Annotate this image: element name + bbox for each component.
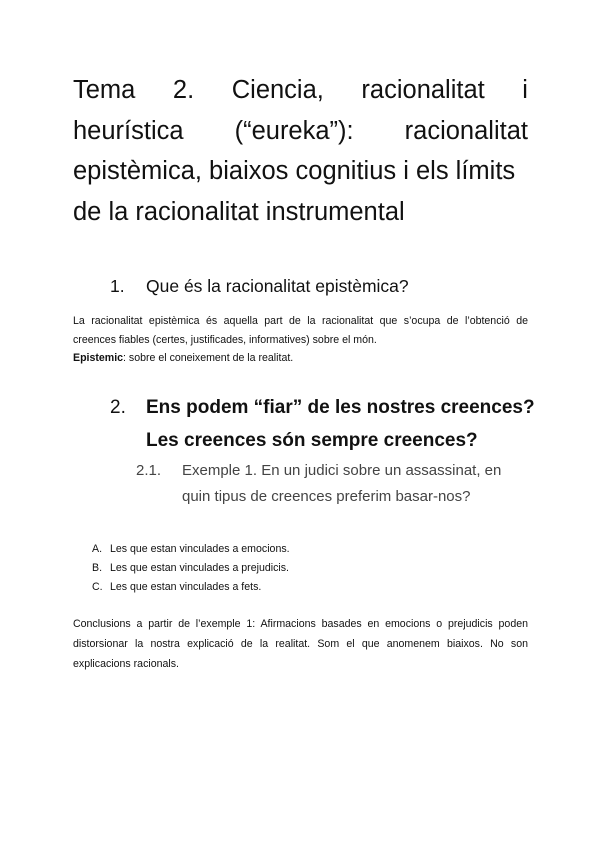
title-line-3: epistèmica, biaixos cognitius i els límits bbox=[73, 157, 516, 185]
list-item-letter: C. bbox=[92, 581, 103, 593]
subsection-heading-line-2: quin tipus de creences preferim basar-nos? bbox=[182, 488, 471, 505]
conclusion-paragraph bbox=[73, 614, 528, 674]
section-1-number: 1. bbox=[110, 276, 125, 296]
subsection-heading bbox=[182, 458, 501, 510]
section-2-number: 2. bbox=[110, 397, 126, 418]
title-word: 2. bbox=[172, 76, 195, 104]
title-line-4: de la racionalitat instrumental bbox=[73, 197, 405, 226]
title-word: (“eureka”): bbox=[234, 116, 354, 145]
list-item-letter: A. bbox=[92, 543, 103, 555]
subsection-number: 2.1. bbox=[136, 462, 162, 479]
list-item bbox=[92, 578, 290, 597]
section-1-body bbox=[73, 312, 528, 368]
subsection-heading-line-1: Exemple 1. En un judici sobre un assassinat, en bbox=[182, 462, 502, 479]
list-item-text: Les que estan vinculades a prejudicis. bbox=[109, 562, 289, 574]
title-word: heurística bbox=[73, 116, 184, 145]
document-title bbox=[73, 70, 528, 232]
definition-term: Epistemic bbox=[73, 352, 124, 364]
list-item-text: Les que estan vinculades a fets. bbox=[109, 581, 262, 593]
title-word: Ciencia, bbox=[231, 76, 324, 104]
title-word: Tema bbox=[73, 76, 136, 104]
title-line-1 bbox=[73, 70, 528, 111]
title-word: racionalitat bbox=[404, 116, 528, 145]
list-item bbox=[92, 540, 290, 559]
list-item-text: Les que estan vinculades a emocions. bbox=[109, 543, 290, 555]
options-list bbox=[92, 540, 290, 597]
section-2-heading-line-1: Ens podem “fiar” de les nostres creences? bbox=[146, 397, 535, 418]
title-line-2 bbox=[73, 111, 528, 152]
section-2-heading-line-2: Les creences són sempre creences? bbox=[146, 430, 478, 451]
section-1-heading: Que és la racionalitat epistèmica? bbox=[146, 276, 409, 296]
definition-line bbox=[73, 349, 528, 368]
title-word: racionalitat bbox=[361, 76, 485, 104]
definition-text: : sobre el coneixement de la realitat. bbox=[123, 352, 294, 364]
section-1-body-line-2: creences fiables (certes, justificades, informatives) sobre el món. bbox=[73, 333, 377, 346]
title-word: i bbox=[522, 76, 528, 104]
conclusion-line-2: distorsionar la nostra explicació de la realitat. Som el que anomenem biaixos. No son bbox=[73, 638, 528, 650]
conclusion-line-3: explicacions racionals. bbox=[73, 658, 179, 670]
section-1-body-line-1: La racionalitat epistèmica és aquella part de la racionalitat que s’ocupa de l’obtenció de bbox=[73, 315, 528, 327]
list-item bbox=[92, 559, 290, 578]
conclusion-line-1: Conclusions a partir de l’exemple 1: Afirmacions basades en emocions o prejudicis poden bbox=[73, 618, 528, 630]
list-item-letter: B. bbox=[92, 562, 103, 574]
section-2-heading bbox=[146, 391, 535, 457]
